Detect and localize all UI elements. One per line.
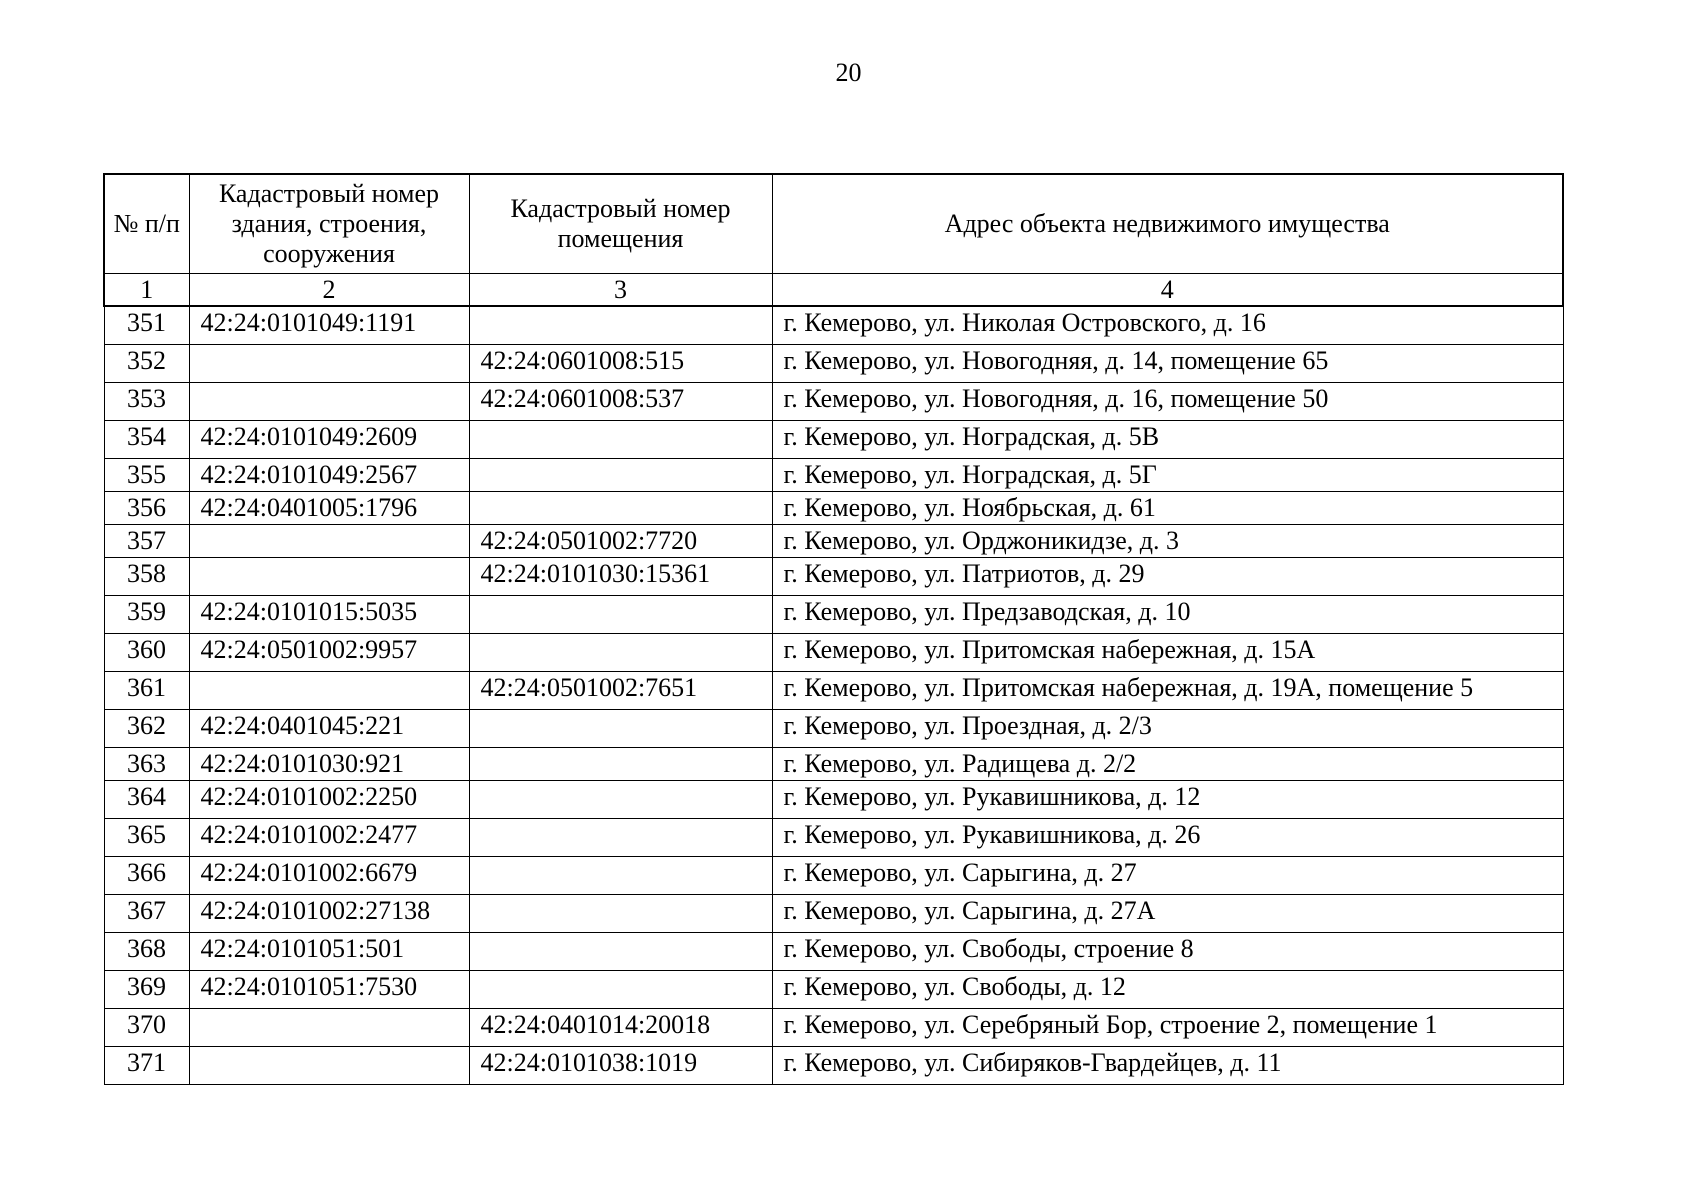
- premises-cadastral-number: [469, 491, 772, 524]
- building-cadastral-number: [189, 382, 469, 420]
- row-number: 358: [104, 557, 189, 595]
- header-address: Адрес объекта недвижимого имущества: [772, 174, 1563, 274]
- premises-cadastral-number: [469, 970, 772, 1008]
- row-number: 366: [104, 856, 189, 894]
- building-cadastral-number: [189, 557, 469, 595]
- table-row: [104, 382, 1563, 420]
- property-address: г. Кемерово, ул. Притомская набережная, д. 15А: [772, 633, 1563, 671]
- table-row: [104, 932, 1563, 970]
- property-address: г. Кемерово, ул. Орджоникидзе, д. 3: [772, 524, 1563, 557]
- header-num: № п/п: [104, 174, 189, 274]
- row-number: 364: [104, 780, 189, 818]
- building-cadastral-number: 42:24:0101030:921: [189, 747, 469, 780]
- property-address: г. Кемерово, ул. Ноградская, д. 5Г: [772, 458, 1563, 491]
- row-number: 352: [104, 344, 189, 382]
- building-cadastral-number: 42:24:0101049:2567: [189, 458, 469, 491]
- table-row: [104, 747, 1563, 780]
- property-address: г. Кемерово, ул. Сарыгина, д. 27А: [772, 894, 1563, 932]
- row-number: 360: [104, 633, 189, 671]
- registry-table: [103, 173, 1564, 1085]
- column-number: 3: [469, 274, 772, 307]
- row-number: 353: [104, 382, 189, 420]
- building-cadastral-number: 42:24:0101051:501: [189, 932, 469, 970]
- premises-cadastral-number: [469, 458, 772, 491]
- table-row: [104, 709, 1563, 747]
- premises-cadastral-number: [469, 595, 772, 633]
- table-row: [104, 671, 1563, 709]
- property-address: г. Кемерово, ул. Новогодняя, д. 16, помещение 50: [772, 382, 1563, 420]
- property-address: г. Кемерово, ул. Свободы, строение 8: [772, 932, 1563, 970]
- page-number: 20: [835, 58, 862, 87]
- table-row: [104, 491, 1563, 524]
- building-cadastral-number: 42:24:0101049:2609: [189, 420, 469, 458]
- table-row: [104, 1008, 1563, 1046]
- building-cadastral-number: 42:24:0401045:221: [189, 709, 469, 747]
- header-row: [104, 174, 1563, 274]
- row-number: 363: [104, 747, 189, 780]
- building-cadastral-number: 42:24:0101015:5035: [189, 595, 469, 633]
- property-address: г. Кемерово, ул. Патриотов, д. 29: [772, 557, 1563, 595]
- building-cadastral-number: [189, 1008, 469, 1046]
- premises-cadastral-number: [469, 856, 772, 894]
- property-address: г. Кемерово, ул. Сарыгина, д. 27: [772, 856, 1563, 894]
- table-row: [104, 894, 1563, 932]
- table-row: [104, 856, 1563, 894]
- building-cadastral-number: 42:24:0101002:6679: [189, 856, 469, 894]
- table-row: [104, 306, 1563, 344]
- premises-cadastral-number: [469, 420, 772, 458]
- premises-cadastral-number: 42:24:0601008:515: [469, 344, 772, 382]
- header-premises-cadastral: Кадастровый номер помещения: [469, 174, 772, 274]
- premises-cadastral-number: 42:24:0101038:1019: [469, 1046, 772, 1084]
- building-cadastral-number: 42:24:0101051:7530: [189, 970, 469, 1008]
- table-row: [104, 344, 1563, 382]
- premises-cadastral-number: [469, 818, 772, 856]
- building-cadastral-number: 42:24:0501002:9957: [189, 633, 469, 671]
- property-address: г. Кемерово, ул. Рукавишникова, д. 12: [772, 780, 1563, 818]
- building-cadastral-number: [189, 344, 469, 382]
- row-number: 365: [104, 818, 189, 856]
- row-number: 362: [104, 709, 189, 747]
- row-number: 354: [104, 420, 189, 458]
- header-building-cadastral: Кадастровый номер здания, строения, сооружения: [189, 174, 469, 274]
- premises-cadastral-number: 42:24:0401014:20018: [469, 1008, 772, 1046]
- property-address: г. Кемерово, ул. Серебряный Бор, строение 2, помещение 1: [772, 1008, 1563, 1046]
- property-address: г. Кемерово, ул. Ноградская, д. 5В: [772, 420, 1563, 458]
- premises-cadastral-number: 42:24:0601008:537: [469, 382, 772, 420]
- column-number-row: [104, 274, 1563, 307]
- property-address: г. Кемерово, ул. Рукавишникова, д. 26: [772, 818, 1563, 856]
- property-address: г. Кемерово, ул. Предзаводская, д. 10: [772, 595, 1563, 633]
- premises-cadastral-number: [469, 780, 772, 818]
- table-row: [104, 970, 1563, 1008]
- building-cadastral-number: [189, 1046, 469, 1084]
- row-number: 371: [104, 1046, 189, 1084]
- property-address: г. Кемерово, ул. Сибиряков-Гвардейцев, д. 11: [772, 1046, 1563, 1084]
- premises-cadastral-number: [469, 633, 772, 671]
- building-cadastral-number: 42:24:0101002:2477: [189, 818, 469, 856]
- premises-cadastral-number: [469, 709, 772, 747]
- building-cadastral-number: [189, 524, 469, 557]
- row-number: 357: [104, 524, 189, 557]
- table-row: [104, 633, 1563, 671]
- property-address: г. Кемерово, ул. Новогодняя, д. 14, помещение 65: [772, 344, 1563, 382]
- building-cadastral-number: 42:24:0101049:1191: [189, 306, 469, 344]
- premises-cadastral-number: 42:24:0101030:15361: [469, 557, 772, 595]
- table-row: [104, 595, 1563, 633]
- row-number: 355: [104, 458, 189, 491]
- premises-cadastral-number: 42:24:0501002:7720: [469, 524, 772, 557]
- column-number: 2: [189, 274, 469, 307]
- property-address: г. Кемерово, ул. Ноябрьская, д. 61: [772, 491, 1563, 524]
- row-number: 370: [104, 1008, 189, 1046]
- building-cadastral-number: [189, 671, 469, 709]
- property-address: г. Кемерово, ул. Свободы, д. 12: [772, 970, 1563, 1008]
- table-body: [104, 306, 1563, 1084]
- premises-cadastral-number: [469, 894, 772, 932]
- table-row: [104, 420, 1563, 458]
- building-cadastral-number: 42:24:0101002:27138: [189, 894, 469, 932]
- row-number: 361: [104, 671, 189, 709]
- property-address: г. Кемерово, ул. Проездная, д. 2/3: [772, 709, 1563, 747]
- row-number: 368: [104, 932, 189, 970]
- row-number: 356: [104, 491, 189, 524]
- table-row: [104, 458, 1563, 491]
- table-row: [104, 1046, 1563, 1084]
- row-number: 359: [104, 595, 189, 633]
- row-number: 351: [104, 306, 189, 344]
- table-row: [104, 818, 1563, 856]
- table-row: [104, 524, 1563, 557]
- property-address: г. Кемерово, ул. Притомская набережная, д. 19А, помещение 5: [772, 671, 1563, 709]
- row-number: 367: [104, 894, 189, 932]
- property-address: г. Кемерово, ул. Радищева д. 2/2: [772, 747, 1563, 780]
- column-number: 1: [104, 274, 189, 307]
- premises-cadastral-number: [469, 932, 772, 970]
- premises-cadastral-number: [469, 747, 772, 780]
- column-number: 4: [772, 274, 1563, 307]
- premises-cadastral-number: 42:24:0501002:7651: [469, 671, 772, 709]
- building-cadastral-number: 42:24:0401005:1796: [189, 491, 469, 524]
- premises-cadastral-number: [469, 306, 772, 344]
- table-row: [104, 557, 1563, 595]
- property-address: г. Кемерово, ул. Николая Островского, д. 16: [772, 306, 1563, 344]
- building-cadastral-number: 42:24:0101002:2250: [189, 780, 469, 818]
- row-number: 369: [104, 970, 189, 1008]
- table-row: [104, 780, 1563, 818]
